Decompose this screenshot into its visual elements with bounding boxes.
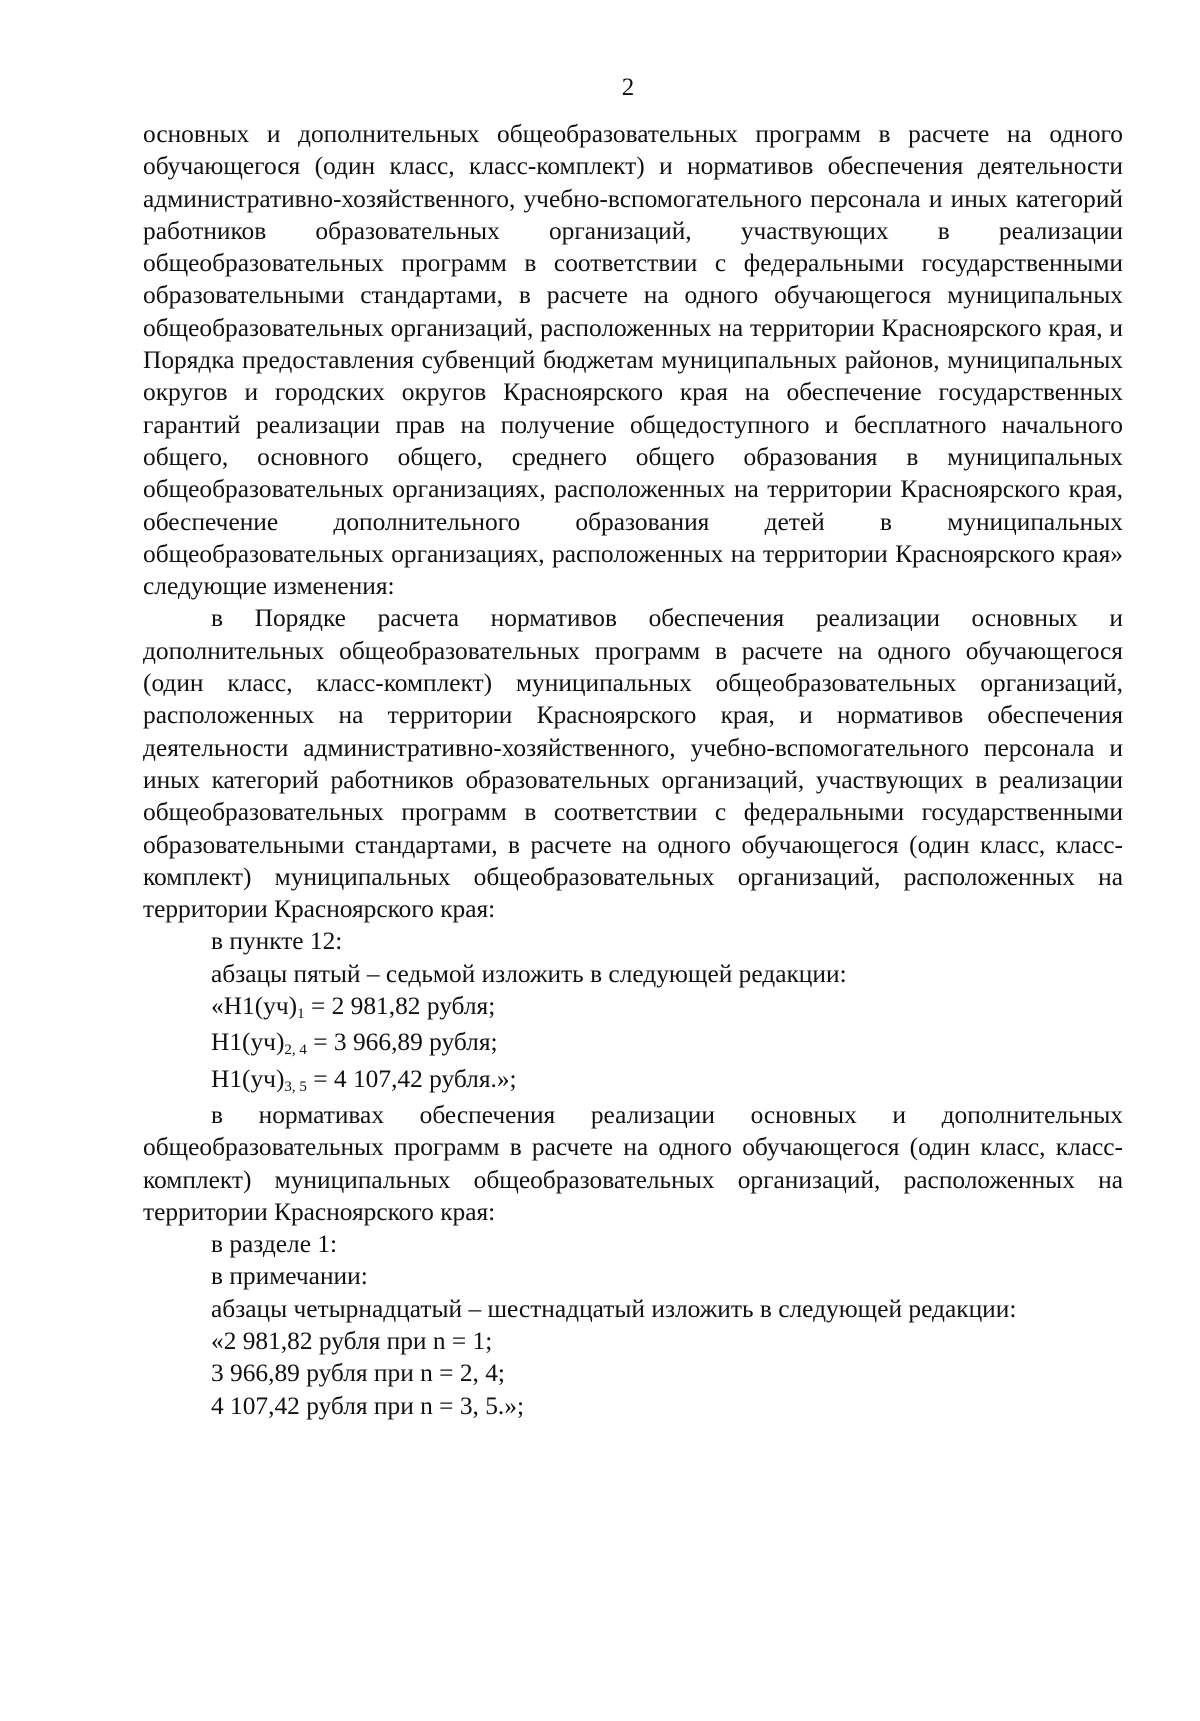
formula-1-prefix: «Н1(уч) bbox=[211, 992, 298, 1021]
paragraph-normatives: в нормативах обеспечения реализации основных и дополнительных общеобразовательных программ в расчете на одного обучающегося (один класс, класс-комплект) муниципальных общеобразовательных организаций, расположенных на территории Красноярского края: bbox=[143, 1100, 1123, 1226]
formula-2-subscript: 2, 4 bbox=[284, 1042, 307, 1059]
list-line-2: 3 966,89 рубля при n = 2, 4; bbox=[211, 1359, 505, 1388]
list-line-1: «2 981,82 рубля при n = 1; bbox=[211, 1326, 493, 1355]
paragraph-note: в примечании: bbox=[211, 1262, 368, 1291]
formula-3-value: = 4 107,42 рубля.»; bbox=[306, 1064, 517, 1093]
formula-2-value: = 3 966,89 рубля; bbox=[306, 1028, 498, 1057]
paragraph-abzac-14-16: абзацы четырнадцатый – шестнадцатый изложить в следующей редакции: bbox=[211, 1294, 1017, 1323]
formula-1-value: = 2 981,82 рубля; bbox=[304, 992, 496, 1021]
formula-3-subscript: 3, 5 bbox=[284, 1078, 307, 1095]
formula-1-subscript: 1 bbox=[297, 1006, 305, 1023]
document-body bbox=[143, 118, 1123, 1422]
formula-3-prefix: Н1(уч) bbox=[211, 1064, 285, 1093]
formula-line-1 bbox=[143, 990, 1123, 1026]
page-number: 2 bbox=[621, 74, 635, 101]
paragraph-order-amendment: в Порядке расчета нормативов обеспечения реализации основных и дополнительных общеобразовательных программ в расчете на одного обучающегося (один класс, класс-комплект) муниципальных общеобразовательных организаций, расположенных на территории Красноярского края, и нормативов обеспечения деятельности административно-хозяйственного, учебно-вспомогательного персонала и иных категорий работников образовательных организаций, участвующих в реализации общеобразовательных программ в соответствии с федеральными государственными образовательными стандартами, в расчете на одного обучающегося (один класс, класс-комплект) муниципальных общеобразовательных организаций, расположенных на территории Красноярского края: bbox=[143, 604, 1123, 924]
formula-line-3 bbox=[143, 1063, 1123, 1099]
paragraph-section-1: в разделе 1: bbox=[211, 1230, 338, 1259]
formula-line-2 bbox=[143, 1026, 1123, 1062]
paragraph-abzac-5-7: абзацы пятый – седьмой изложить в следующей редакции: bbox=[211, 959, 847, 988]
paragraph-intro-continued: основных и дополнительных общеобразовательных программ в расчете на одного обучающегося (один класс, класс-комплект) и нормативов обеспечения деятельности административно-хозяйственного, учебно-вспомогательного персонала и иных категорий работников образовательных организаций, участвующих в реализации общеобразовательных программ в соответствии с федеральными государственными образовательными стандартами, в расчете на одного обучающегося муниципальных общеобразовательных организаций, расположенных на территории Красноярского края, и Порядка предоставления субвенций бюджетам муниципальных районов, муниципальных округов и городских округов Красноярского края на обеспечение государственных гарантий реализации прав на получение общедоступного и бесплатного начального общего, основного общего, среднего общего образования в муниципальных общеобразовательных организациях, расположенных на территории Красноярского края, обеспечение дополнительного образования детей в муниципальных общеобразовательных организациях, расположенных на территории Красноярского края» следующие изменения: bbox=[143, 120, 1123, 601]
paragraph-point-12: в пункте 12: bbox=[211, 927, 343, 956]
list-line-3: 4 107,42 рубля при n = 3, 5.»; bbox=[211, 1391, 525, 1420]
formula-2-prefix: Н1(уч) bbox=[211, 1028, 285, 1057]
